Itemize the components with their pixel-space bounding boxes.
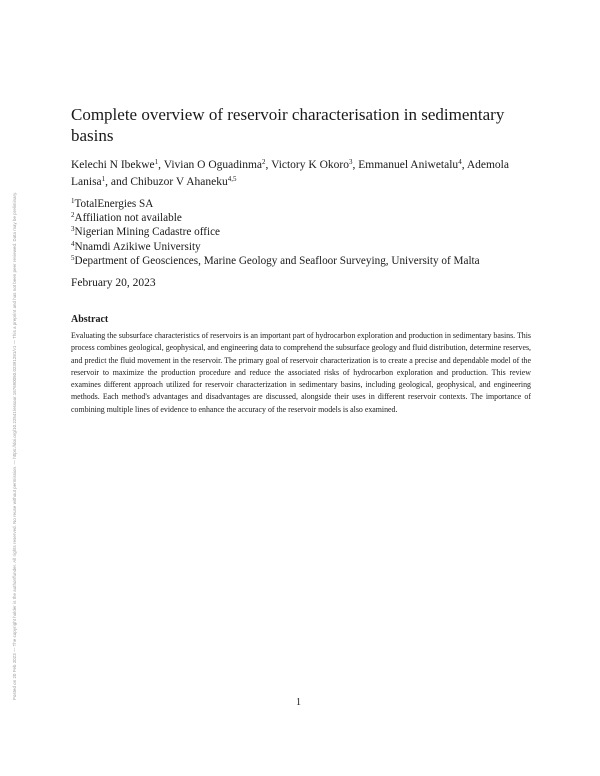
author-affiliation-marker: 4,5 — [227, 175, 237, 183]
author — [164, 159, 266, 171]
affiliation-list — [71, 197, 551, 268]
author-separator: , — [158, 159, 164, 171]
author — [271, 159, 352, 171]
author-affiliation-marker: 4 — [458, 158, 462, 166]
affiliation-marker: 4 — [71, 239, 75, 248]
author-name: Kelechi N Ibekwe — [71, 159, 155, 171]
affiliation-marker: 1 — [71, 197, 75, 205]
author-name: Victory K Okoro — [271, 159, 349, 171]
publication-date: February 20, 2023 — [71, 277, 156, 289]
author — [71, 159, 158, 171]
author-affiliation-marker: 3 — [348, 158, 353, 166]
author-separator: , — [265, 159, 272, 171]
affiliation-text: Nnamdi Azikiwe University — [74, 240, 201, 253]
affiliation — [71, 197, 551, 211]
author-separator: , — [461, 159, 467, 171]
affiliation-text: Affiliation not available — [74, 212, 182, 225]
affiliation — [71, 225, 551, 239]
affiliation-text: Nigerian Mining Cadastre office — [74, 226, 220, 239]
author-name: Ademola Lanisa — [71, 159, 509, 188]
affiliation-marker: 2 — [71, 211, 75, 220]
affiliation — [71, 254, 551, 268]
paper-title: Complete overview of reservoir characterisation in sedimentary basins — [71, 105, 505, 145]
affiliation — [71, 211, 551, 225]
author-separator: , — [352, 159, 359, 171]
affiliation-text: Department of Geosciences, Marine Geology and Seafloor Surveying, University of Malta — [74, 254, 480, 267]
affiliation — [71, 240, 551, 254]
affiliation-marker: 5 — [71, 253, 75, 262]
author — [358, 159, 461, 171]
abstract-text: Evaluating the subsurface characteristics of reservoirs is an important part of hydrocarbon exploration and production in sedimentary basins. This process combines geological, geophysical, and engineering data to comprehend the subsurface geology and fluid distribution, determine reserves, and predict the fluid movement in the reservoir. The primary goal of reservoir characterization is to create a precise and dependable model of the reservoir to maximize the production procedure and reduce the associated risks of hydrocarbon exploration and production. This review examines different approach utilized for reservoir characterization in sedimentary basins, including geological, geophysical, and engineering methods. Each method's advantages and disadvantages are discussed, alongside their uses in different reservoir contexts. The importance of combining multiple lines of evidence to enhance the accuracy of the reservoir models is also examined. — [71, 331, 531, 414]
author-list — [71, 157, 541, 191]
abstract-heading: Abstract — [71, 314, 109, 325]
page-number: 1 — [296, 697, 301, 708]
author-affiliation-marker: 1 — [101, 175, 106, 183]
author-separator: , and — [105, 176, 131, 188]
author-affiliation-marker: 2 — [262, 158, 266, 166]
affiliation-marker: 3 — [71, 225, 75, 234]
author-name: Chibuzor V Ahaneku — [130, 176, 228, 188]
author-name: Emmanuel Aniwetalu — [358, 159, 459, 171]
author-affiliation-marker: 1 — [154, 158, 159, 166]
preprint-sidenote — [12, 100, 22, 700]
affiliation-text: TotalEnergies SA — [74, 198, 154, 210]
author — [130, 176, 236, 188]
author-name: Vivian O Oguadinma — [163, 159, 263, 171]
sidenote-text: Posted on 20 Feb 2023 — The copyright holder is the author/funder. All rights reserved. No reuse without permission. — https://doi.org/10.22541/essoar.167690050.02391281/v1 — This a preprint and has not been peer reviewed. Data may be preliminary. — [12, 191, 17, 700]
